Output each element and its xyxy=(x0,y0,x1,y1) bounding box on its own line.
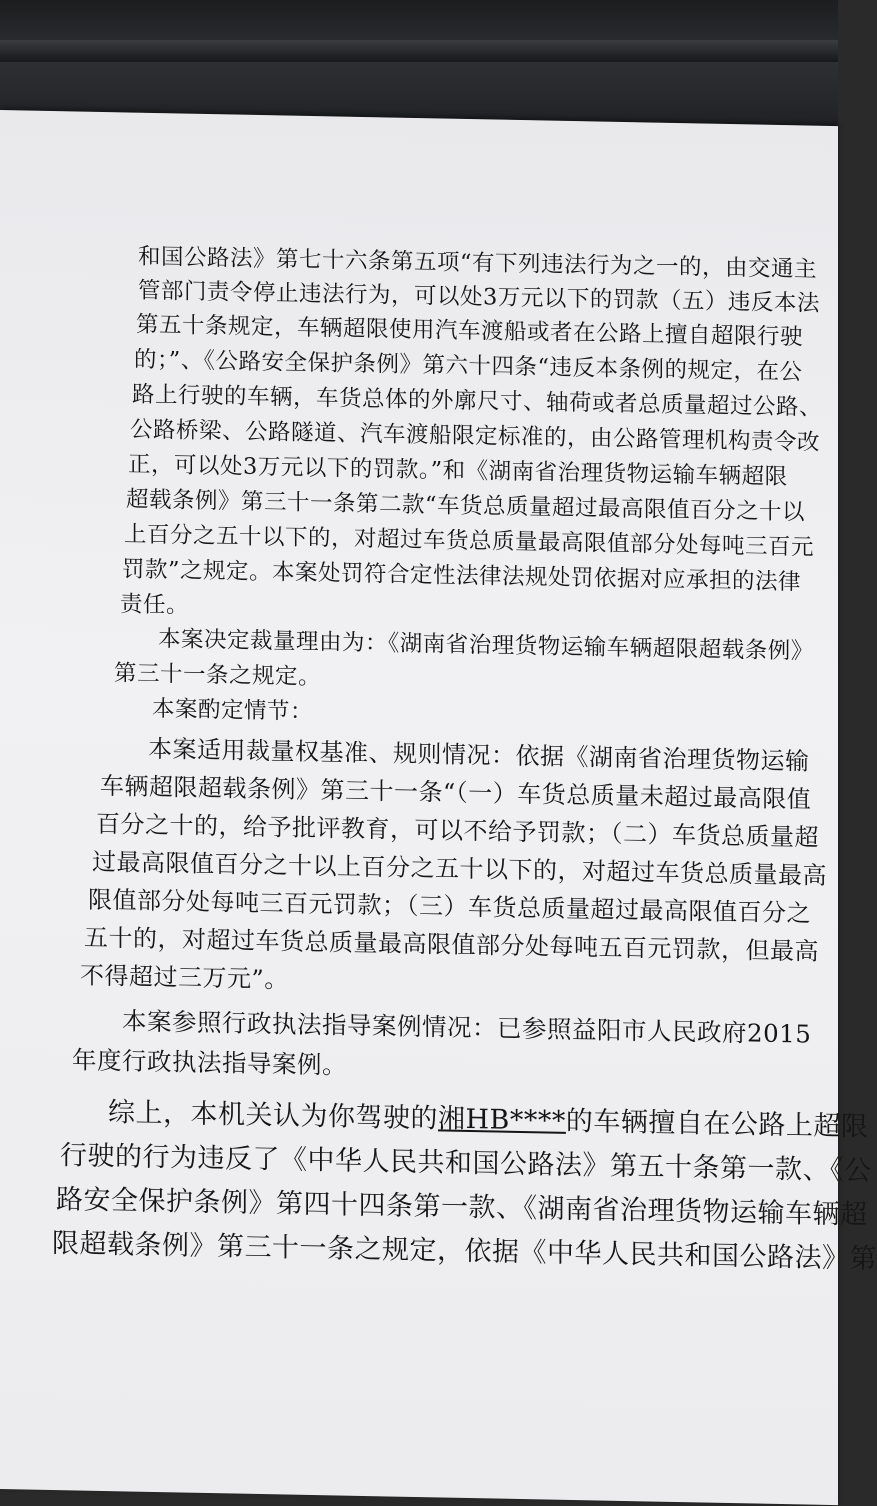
text-line: 过最高限值百分之十以上百分之五十以下的，对超过车货总质量最高 xyxy=(92,847,827,890)
text-line: 不得超过三万元”。 xyxy=(80,961,289,994)
text-line: 上百分之五十以下的，对超过车货总质量最高限值部分处每吨三百元 xyxy=(124,521,815,561)
text-line: 罚款”之规定。本案处罚符合定性法律法规处罚依据对应承担的法律 xyxy=(122,556,802,596)
text-line: 的；”、《公路安全保护条例》第六十四条“违反本条例的规定，在公 xyxy=(134,346,803,386)
text-line: 限超载条例》第三十一条之规定，依据《中华人民共和国公路法》第 xyxy=(52,1227,877,1275)
text-line: 第五十条规定，车辆超限使用汽车渡船或者在公路上擅自超限行驶 xyxy=(136,311,804,351)
text-line: 超载条例》第三十一条第二款“车货总质量超过最高限值百分之十以 xyxy=(126,486,806,526)
text-line: 行驶的行为违反了《中华人民共和国公路法》第五十条第一款、《公 xyxy=(60,1140,872,1187)
desk-background xyxy=(0,0,838,130)
license-plate: 湘HB**** xyxy=(438,1103,566,1137)
text-line: 责任。 xyxy=(120,591,190,619)
text-line: 公路桥梁、公路隧道、汽车渡船限定标准的，由公路管理机构责令改 xyxy=(130,416,821,456)
summary-before: 综上，本机关认为你驾驶的 xyxy=(108,1097,438,1135)
text-line: 第三十一条之规定。 xyxy=(114,660,322,691)
text-line: 五十的，对超过车货总质量最高限值部分处每吨五百元罚款，但最高 xyxy=(84,923,819,966)
text-line: 车辆超限超载条例》第三十一条“（一）车货总质量未超过最高限值 xyxy=(100,771,812,814)
text-line: 和国公路法》第七十六条第五项“有下列违法行为之一的，由交通主 xyxy=(138,243,818,283)
text-line: 本案决定裁量理由为：《湖南省治理货物运输车辆超限超载条例》 xyxy=(158,626,814,665)
text-line: 本案参照行政执法指导案例情况：已参照益阳市人民政府2015 xyxy=(122,1006,812,1049)
text-line: 管部门责令停止违法行为，可以处3万元以下的罚款（五）违反本法 xyxy=(138,277,820,317)
document-page xyxy=(0,110,877,1505)
text-line: 路上行驶的车辆，车货总体的外廓尺寸、轴荷或者总质量超过公路、 xyxy=(132,381,823,421)
text-line: 限值部分处每吨三百元罚款；（三）车货总质量超过最高限值百分之 xyxy=(88,885,811,928)
text-line: 本案酌定情节： xyxy=(152,695,314,726)
text-line: 本案适用裁量权基准、规则情况：依据《湖南省治理货物运输 xyxy=(148,734,810,776)
text-line: 正，可以处3万元以下的罚款。”和《湖南省治理货物运输车辆超限 xyxy=(128,451,788,491)
text-line: 百分之十的，给予批评教育，可以不给予罚款；（二）车货总质量超 xyxy=(96,809,819,852)
text-line: 路安全保护条例》第四十四条第一款、《湖南省治理货物运输车辆超 xyxy=(56,1184,868,1231)
desk-edge xyxy=(0,40,838,62)
text-line: 年度行政执法指导案例。 xyxy=(72,1045,347,1080)
summary-after: 的车辆擅自在公路上超限 xyxy=(565,1105,869,1143)
